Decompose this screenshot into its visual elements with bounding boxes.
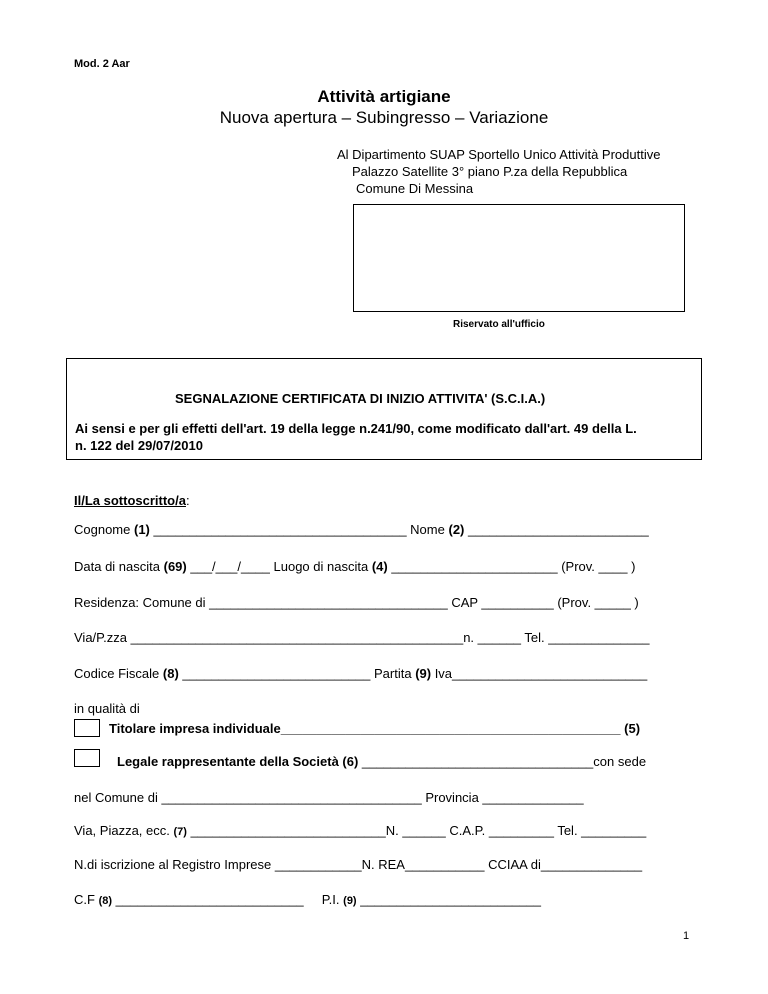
scia-text-line-2: n. 122 del 29/07/2010 [75,438,203,453]
row-birth[interactable]: Data di nascita (69) ___/___/____ Luogo di nascita (4) _______________________ (Prov. ____ ) [74,559,636,574]
row-company-municipality[interactable]: nel Comune di ____________________________________ Provincia ______________ [74,790,584,805]
undersigned-intro: Il/La sottoscritto/a: [74,493,190,508]
row-name[interactable]: Cognome (1) ___________________________________ Nome (2) _________________________ [74,522,649,537]
scia-heading: SEGNALAZIONE CERTIFICATA DI INIZIO ATTIVITA' (S.C.I.A.) [175,391,546,406]
row-registry[interactable]: N.di iscrizione al Registro Imprese ____________N. REA___________ CCIAA di______________ [74,857,643,872]
checkbox-legal-representative[interactable] [74,749,100,767]
checkbox-sole-owner[interactable] [74,719,100,737]
row-address[interactable]: Via/P.zza ______________________________________________n. ______ Tel. ______________ [74,630,650,645]
row-residence[interactable]: Residenza: Comune di _________________________________ CAP __________ (Prov. _____ ) [74,595,639,610]
scia-text-line-1: Ai sensi e per gli effetti dell'art. 19 della legge n.241/90, come modificato dall'art. 49 della L. [75,421,637,436]
document-subtitle: Nuova apertura – Subingresso – Variazione [219,108,549,127]
option-legal-representative: Legale rappresentante della Società (6) ________________________________con sede [117,754,647,769]
option-sole-owner: Titolare impresa individuale_______________________________________________ (5) [109,721,641,736]
row-company-tax[interactable]: C.F (8) __________________________ P.I. (9) _________________________ [74,892,541,907]
document-title: Attività artigiane [317,87,451,106]
in-quality-of: in qualità di [74,701,140,716]
office-reserved-box [353,204,685,312]
recipient-line-3: Comune Di Messina [356,181,474,196]
recipient-line-1: Al Dipartimento SUAP Sportello Unico Attività Produttive [337,147,661,162]
recipient-line-2: Palazzo Satellite 3° piano P.za della Repubblica [352,164,628,179]
office-reserved-label: Riservato all'ufficio [453,319,545,330]
row-company-address[interactable]: Via, Piazza, ecc. (7) ___________________________N. ______ C.A.P. _________ Tel. _________ [74,823,647,838]
form-code: Mod. 2 Aar [74,58,130,70]
page-number: 1 [683,930,690,942]
row-tax-code[interactable]: Codice Fiscale (8) __________________________ Partita (9) Iva___________________________ [74,666,648,681]
